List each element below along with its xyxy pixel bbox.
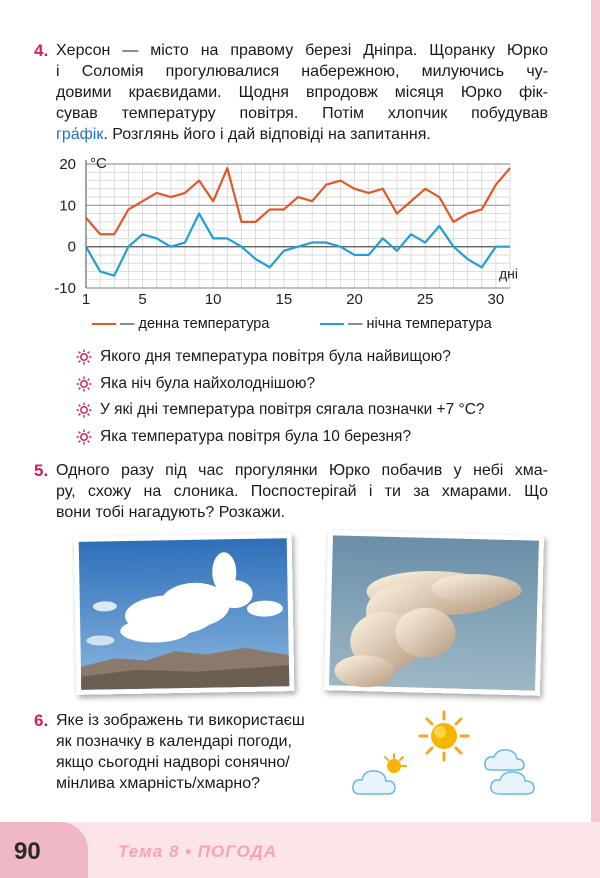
question-item [76,397,556,424]
task-text-line: якщо сьогодні надворі сонячно/ [56,754,290,771]
chart-labels [54,155,518,308]
task-text-line: вони тобі нагадують? Розкажи. [56,504,286,521]
legend-night [320,316,492,332]
task-text-fragment: . Розглянь його і дай відповіді на запитання. [103,126,431,143]
sun-bullet-icon [76,429,92,445]
night-temperature-line [86,214,510,276]
x-tick-label: 20 [346,291,363,308]
question-item [76,344,556,371]
task-6 [34,710,366,794]
task-text-line: ру, схожу на слоника. Поспостерігай і ти за хмарами. Що [56,483,548,500]
sun-bullet-icon [76,376,92,392]
task-text-line: довими краєвидами. Щодня впродовж місяця Юрко фік- [56,84,548,101]
legend-swatch-day [92,323,116,325]
question-text: Якого дня температура повітря була найвищою? [100,348,451,366]
task-text-line: Яке із зображень ти використаєш [56,712,305,729]
x-unit-label: дні [498,265,518,282]
y-unit-label: °C [90,155,107,172]
chart-grid [86,164,510,288]
task-5 [34,460,548,523]
page-footer [0,822,600,878]
task-text-line: сував температуру повітря. Потім хлопчик побудував [56,105,548,122]
question-item [76,424,556,451]
task-text-line [56,124,548,145]
task-number: 6. [34,711,49,730]
legend-swatch-night [320,323,344,325]
legend-day [92,316,269,332]
glossary-link[interactable]: гра́фік [56,126,104,143]
sun-bullet-icon [76,402,92,418]
chart-axes [86,160,510,288]
y-tick-label: 20 [59,156,76,173]
topic-title: Тема 8 • ПОГОДА [118,842,278,861]
task-text-line: як позначку в календарі погоди, [56,733,292,750]
page-number: 90 [14,838,41,865]
task-text-line: мінлива хмарність/хмарно? [56,775,261,792]
task-text-line: і Соломія прогулювалися набережною, милуючись чу- [56,63,548,80]
cloudy-icon[interactable] [478,748,542,798]
question-text: Яка ніч була найхолоднішою? [100,374,316,392]
question-list [76,344,556,450]
page-edge-strip [591,0,600,878]
x-tick-label: 25 [416,291,434,308]
question-text: Яка температура повітря була 10 березня? [100,427,412,445]
legend-label: — денна температура [120,316,270,332]
task-number: 5. [34,461,49,480]
x-tick-label: 1 [81,291,91,308]
question-text: У які дні температура повітря сягала позначки +7 °С? [100,401,485,419]
partly-cloudy-icon[interactable] [350,752,410,800]
task-number: 4. [34,41,49,60]
x-tick-label: 5 [138,291,147,308]
cloud-photo-elephant [74,533,295,695]
legend-label: — нічна температура [348,316,492,332]
cloud-photo-cumulonimbus [324,530,544,696]
task-text-line: Одного разу під час прогулянки Юрко побачив у небі хма- [56,462,548,479]
y-tick-label: 10 [59,197,76,215]
sun-icon[interactable] [418,710,470,762]
y-tick-label: -10 [54,280,76,297]
task-4 [34,40,548,145]
x-tick-label: 15 [275,291,293,308]
day-temperature-line [86,168,510,234]
task-text-line: Херсон — місто на правому березі Дніпра. Щоранку Юрко [56,42,548,59]
x-tick-label: 30 [487,291,505,308]
question-item [76,371,556,398]
chart-series [86,168,510,275]
y-tick-label: 0 [67,238,76,256]
x-tick-label: 10 [204,291,222,308]
sun-bullet-icon [76,349,92,365]
